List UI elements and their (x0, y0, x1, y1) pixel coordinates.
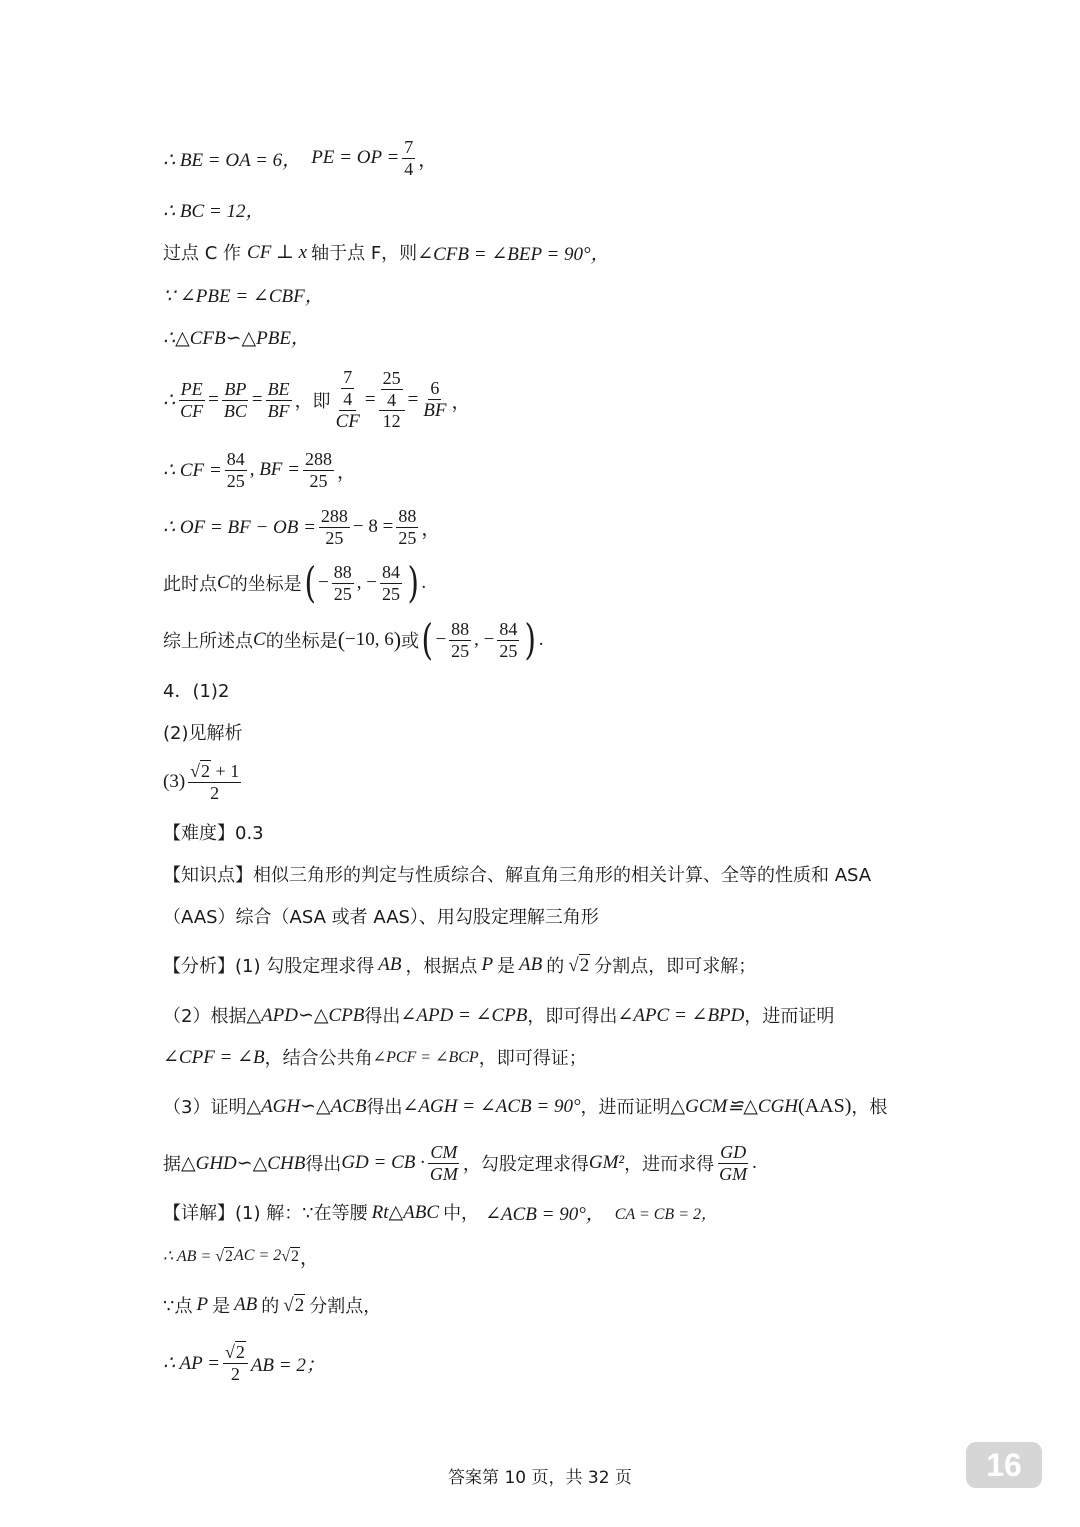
line-3: 过点 C 作 CF ⊥ x 轴于点 F，则 ∠CFB = ∠BEP = 90°， (163, 241, 610, 265)
line-12: (2)见解析 (163, 723, 243, 744)
line-19: ∠CPF = ∠B ，结合公共角 ∠PCF = ∠BCP ，即可得证； (163, 1046, 587, 1069)
line-23: ∴ AB = √ 2 AC = 2 √ 2 ， (163, 1247, 320, 1269)
fraction-be-bf: $\frac{BE}{BF}$ (267, 378, 290, 421)
line-15: 【知识点】相似三角形的判定与性质综合、解直角三角形的相关计算、全等的性质和 ASA (163, 865, 872, 886)
line-1: ∴ BE = OA = 6， PE = OP = $\frac{7}{4}$ ， (163, 136, 438, 179)
fraction-288-25: $\frac{288}{25}$ (305, 448, 332, 491)
compound-fraction-1: $\frac{\frac{7}{4}}{CF}$ (335, 367, 360, 432)
line-6: ∴ $\frac{PE}{CF}$ = $\frac{BP}{BC}$ = $\frac{BE}{BF}$ ，即 $\frac{\frac{7}{4}}{CF}$ = $\frac{\frac{25}{4}}{12}$ = $\frac{6}{BF}$ ， (163, 367, 471, 432)
page-number-badge[interactable]: 16 (966, 1442, 1042, 1488)
equation-be: ∴ BE = OA = 6， (163, 149, 302, 171)
fraction-sqrt2-over-2: √ 2 2 (223, 1341, 248, 1384)
fraction-sqrt2-plus1-over-2: √ 2 + 1 2 (190, 761, 240, 803)
line-8: ∴ OF = BF − OB = $\frac{288}{25}$ − 8 = $\frac{88}{25}$ ， (163, 505, 441, 548)
line-5: ∴△CFB∽△PBE， (163, 327, 310, 349)
equation-pe: PE = OP = (311, 147, 400, 168)
line-20: （3）证明 △AGH∽△ACB 得出 ∠AGH = ∠ACB = 90° ，进而证明 △GCM≌△CGH (AAS) ，根 (163, 1094, 888, 1118)
line-14: 【难度】0.3 (163, 823, 264, 844)
line-4: ∵ ∠PBE = ∠CBF， (163, 285, 324, 307)
line-11: 4．(1)2 (163, 681, 230, 702)
compound-fraction-2: $\frac{\frac{25}{4}}{12}$ (379, 368, 405, 432)
line-13: (3) √ 2 + 1 2 (163, 761, 240, 803)
line-10: 综上所述点 C 的坐标是 ( −10, 6 ) 或 ( − $\frac{88}{25}$ , − $\frac{84}{25}$ ) . (163, 615, 544, 664)
fraction-pe-cf: $\frac{PE}{CF}$ (180, 378, 204, 421)
fraction-84-25: $\frac{84}{25}$ (226, 448, 245, 491)
line-7: ∴ CF = $\frac{84}{25}$ , BF = $\frac{288}{25}$ ， (163, 448, 357, 491)
line-9: 此时点 C 的坐标是 ( − $\frac{88}{25}$ , − $\frac{84}{25}$ ) . (163, 558, 427, 607)
line-21: 据 △GHD∽△CHB 得出 GD = CB · $\frac{CM}{GM}$ ，勾股定理求得 GM² ，进而求得 $\frac{GD}{GM}$ . (163, 1141, 757, 1184)
line-22: 【详解】(1) 解：∵在等腰 Rt△ABC 中， ∠ACB = 90°， CA = CB = 2， (163, 1201, 717, 1225)
fraction-7-4: $\frac{7}{4}$ (404, 136, 414, 179)
page-footer: 答案第 10 页，共 32 页 (448, 1468, 632, 1488)
line-2: ∴ BC = 12， (163, 200, 265, 222)
line-18: （2）根据 △APD∽△CPB 得出 ∠APD = ∠CPB ，即可得出 ∠APC = ∠BPD ，进而证明 (163, 1004, 835, 1027)
line-24: ∵点 P 是 AB 的 √ 2 分割点， (163, 1294, 382, 1317)
line-25: ∴ AP = √ 2 2 AB = 2； (163, 1342, 325, 1384)
line-17: 【分析】(1) 勾股定理求得 AB ，根据点 P 是 AB 的 √ 2 分割点，即可求解； (163, 954, 757, 977)
fraction-bp-bc: $\frac{BP}{BC}$ (223, 378, 247, 421)
line-16: （AAS）综合（ASA 或者 AAS）、用勾股定理解三角形 (163, 907, 599, 928)
fraction-6-bf: $\frac{6}{BF}$ (423, 378, 447, 421)
